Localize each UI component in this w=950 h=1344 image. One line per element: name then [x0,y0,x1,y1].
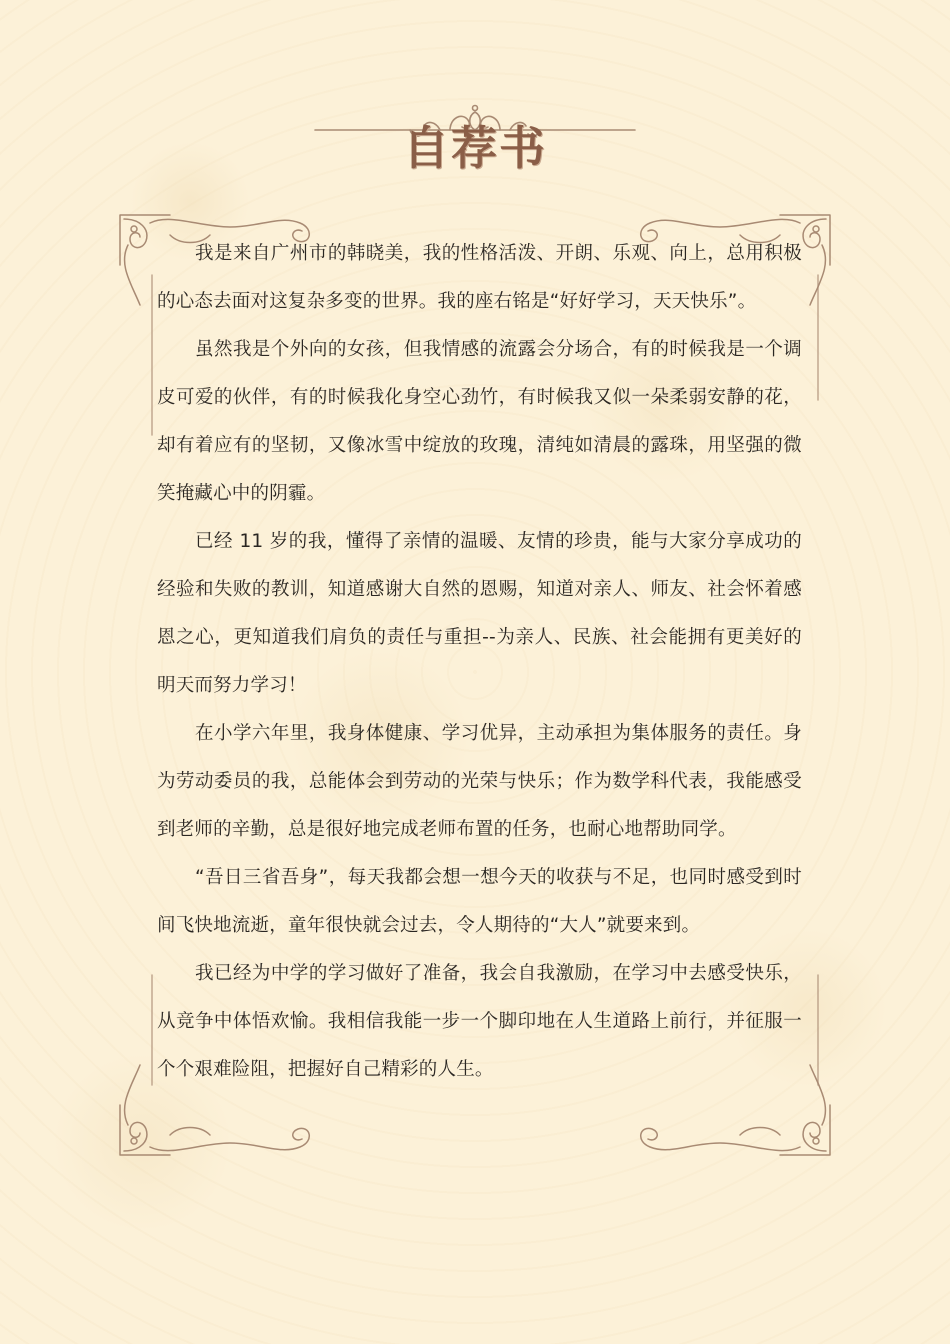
paragraph: 已经 11 岁的我，懂得了亲情的温暖、友情的珍贵，能与大家分享成功的经验和失败的教训，知道感谢大自然的恩赐，知道对亲人、师友、社会怀着感恩之心，更知道我们肩负的责任与重担--为亲人、民族、社会能拥有更美好的明天而努力学习！ [157,531,802,696]
paragraph: 我是来自广州市的韩晓美，我的性格活泼、开朗、乐观、向上，总用积极的心态去面对这复杂多变的世界。我的座右铭是“好好学习，天天快乐”。 [157,243,802,312]
letter-body [157,230,802,1094]
paragraph: “吾日三省吾身”，每天我都会想一想今天的收获与不足，也同时感受到时间飞快地流逝，童年很快就会过去，令人期待的“大人”就要来到。 [157,867,802,936]
paragraph: 虽然我是个外向的女孩，但我情感的流露会分场合，有的时候我是一个调皮可爱的伙伴，有的时候我化身空心劲竹，有时候我又似一朵柔弱安静的花，却有着应有的坚韧，又像冰雪中绽放的玫瑰，清纯如清晨的露珠，用坚强的微笑掩藏心中的阴霾。 [157,339,802,504]
page-title: 自荐书 [403,121,547,175]
paragraph: 我已经为中学的学习做好了准备，我会自我激励，在学习中去感受快乐，从竞争中体悟欢愉。我相信我能一步一个脚印地在人生道路上前行，并征服一个个艰难险阻，把握好自己精彩的人生。 [157,963,802,1080]
paragraph: 在小学六年里，我身体健康、学习优异，主动承担为集体服务的责任。身为劳动委员的我，总能体会到劳动的光荣与快乐；作为数学科代表，我能感受到老师的辛勤，总是很好地完成老师布置的任务，也耐心地帮助同学。 [157,723,802,840]
